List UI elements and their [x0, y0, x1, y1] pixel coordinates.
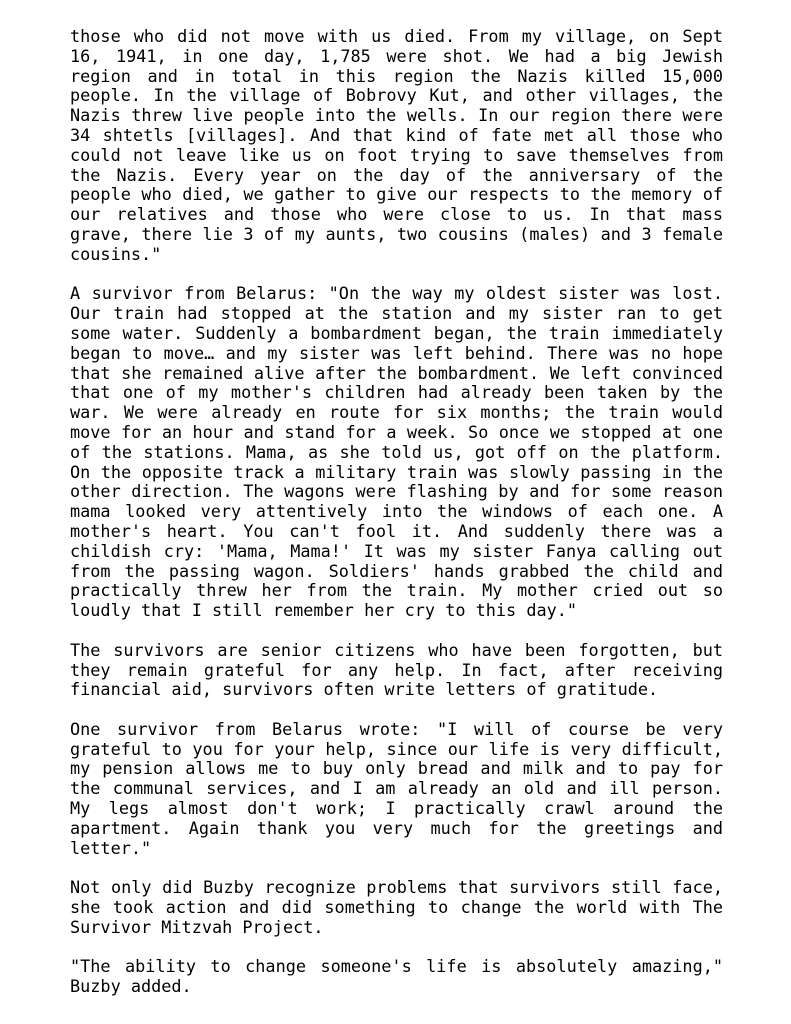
text-line: mama looked very attentively into the windows of each one. A	[70, 502, 723, 522]
text-line: that one of my mother's children had already been taken by the	[70, 383, 723, 403]
text-line: some water. Suddenly a bombardment began, the train immediately	[70, 323, 723, 343]
text-line: letter."	[70, 838, 152, 858]
text-line: war. We were already en route for six months; the train would	[70, 403, 723, 423]
text-line: region and in total in this region the Nazis killed 15,000	[70, 66, 723, 86]
text-line: of the stations. Mama, as she told us, got off on the platform.	[70, 442, 723, 462]
document-text	[70, 27, 723, 997]
text-line: 16, 1941, in one day, 1,785 were shot. We had a big Jewish	[70, 46, 723, 66]
paragraph	[70, 284, 723, 621]
text-line: the communal services, and I am already an old and ill person.	[70, 779, 723, 799]
paragraph	[70, 878, 723, 937]
paragraph	[70, 957, 723, 997]
text-line: Buzby added.	[70, 977, 192, 997]
text-line: practically threw her from the train. My mother cried out so	[70, 581, 723, 601]
text-line: One survivor from Belarus wrote: "I will of course be very	[70, 719, 723, 739]
text-line: they remain grateful for any help. In fact, after receiving	[70, 660, 723, 680]
text-line: mother's heart. You can't fool it. And suddenly there was a	[70, 521, 723, 541]
paragraph	[70, 27, 723, 265]
text-line: began to move… and my sister was left behind. There was no hope	[70, 343, 723, 363]
text-line: other direction. The wagons were flashing by and for some reason	[70, 482, 723, 502]
paragraph	[70, 720, 723, 859]
text-line: Not only did Buzby recognize problems that survivors still face,	[70, 878, 723, 898]
text-line: that she remained alive after the bombardment. We left convinced	[70, 363, 723, 383]
text-line: move for an hour and stand for a week. So once we stopped at one	[70, 422, 723, 442]
text-line: Our train had stopped at the station and my sister ran to get	[70, 304, 723, 324]
text-line: she took action and did something to change the world with The	[70, 898, 723, 918]
text-line: people who died, we gather to give our respects to the memory of	[70, 185, 723, 205]
text-line: apartment. Again thank you very much for the greetings and	[70, 818, 723, 838]
text-line: "The ability to change someone's life is absolutely amazing,"	[70, 957, 723, 977]
text-line: the Nazis. Every year on the day of the anniversary of the	[70, 165, 723, 185]
text-line: The survivors are senior citizens who have been forgotten, but	[70, 640, 723, 660]
text-line: On the opposite track a military train was slowly passing in the	[70, 462, 723, 482]
text-line: childish cry: 'Mama, Mama!' It was my sister Fanya calling out	[70, 541, 723, 561]
text-line: Nazis threw live people into the wells. In our region there were	[70, 106, 723, 126]
text-line: A survivor from Belarus: "On the way my oldest sister was lost.	[70, 284, 723, 304]
text-line: cousins."	[70, 244, 162, 264]
text-line: My legs almost don't work; I practically crawl around the	[70, 799, 723, 819]
text-line: grateful to you for your help, since our life is very difficult,	[70, 739, 723, 759]
text-line: my pension allows me to buy only bread and milk and to pay for	[70, 759, 723, 779]
text-line: grave, there lie 3 of my aunts, two cousins (males) and 3 female	[70, 224, 723, 244]
text-line: 34 shtetls [villages]. And that kind of fate met all those who	[70, 125, 723, 145]
text-line: those who did not move with us died. From my village, on Sept	[70, 27, 723, 46]
text-line: from the passing wagon. Soldiers' hands grabbed the child and	[70, 561, 723, 581]
text-line: people. In the village of Bobrovy Kut, and other villages, the	[70, 86, 723, 106]
text-line: Survivor Mitzvah Project.	[70, 917, 324, 937]
paragraph	[70, 641, 723, 700]
text-line: could not leave like us on foot trying to save themselves from	[70, 145, 723, 165]
text-line: our relatives and those who were close to us. In that mass	[70, 205, 723, 225]
text-line: financial aid, survivors often write letters of gratitude.	[70, 680, 659, 700]
text-line: loudly that I still remember her cry to this day."	[70, 601, 578, 621]
